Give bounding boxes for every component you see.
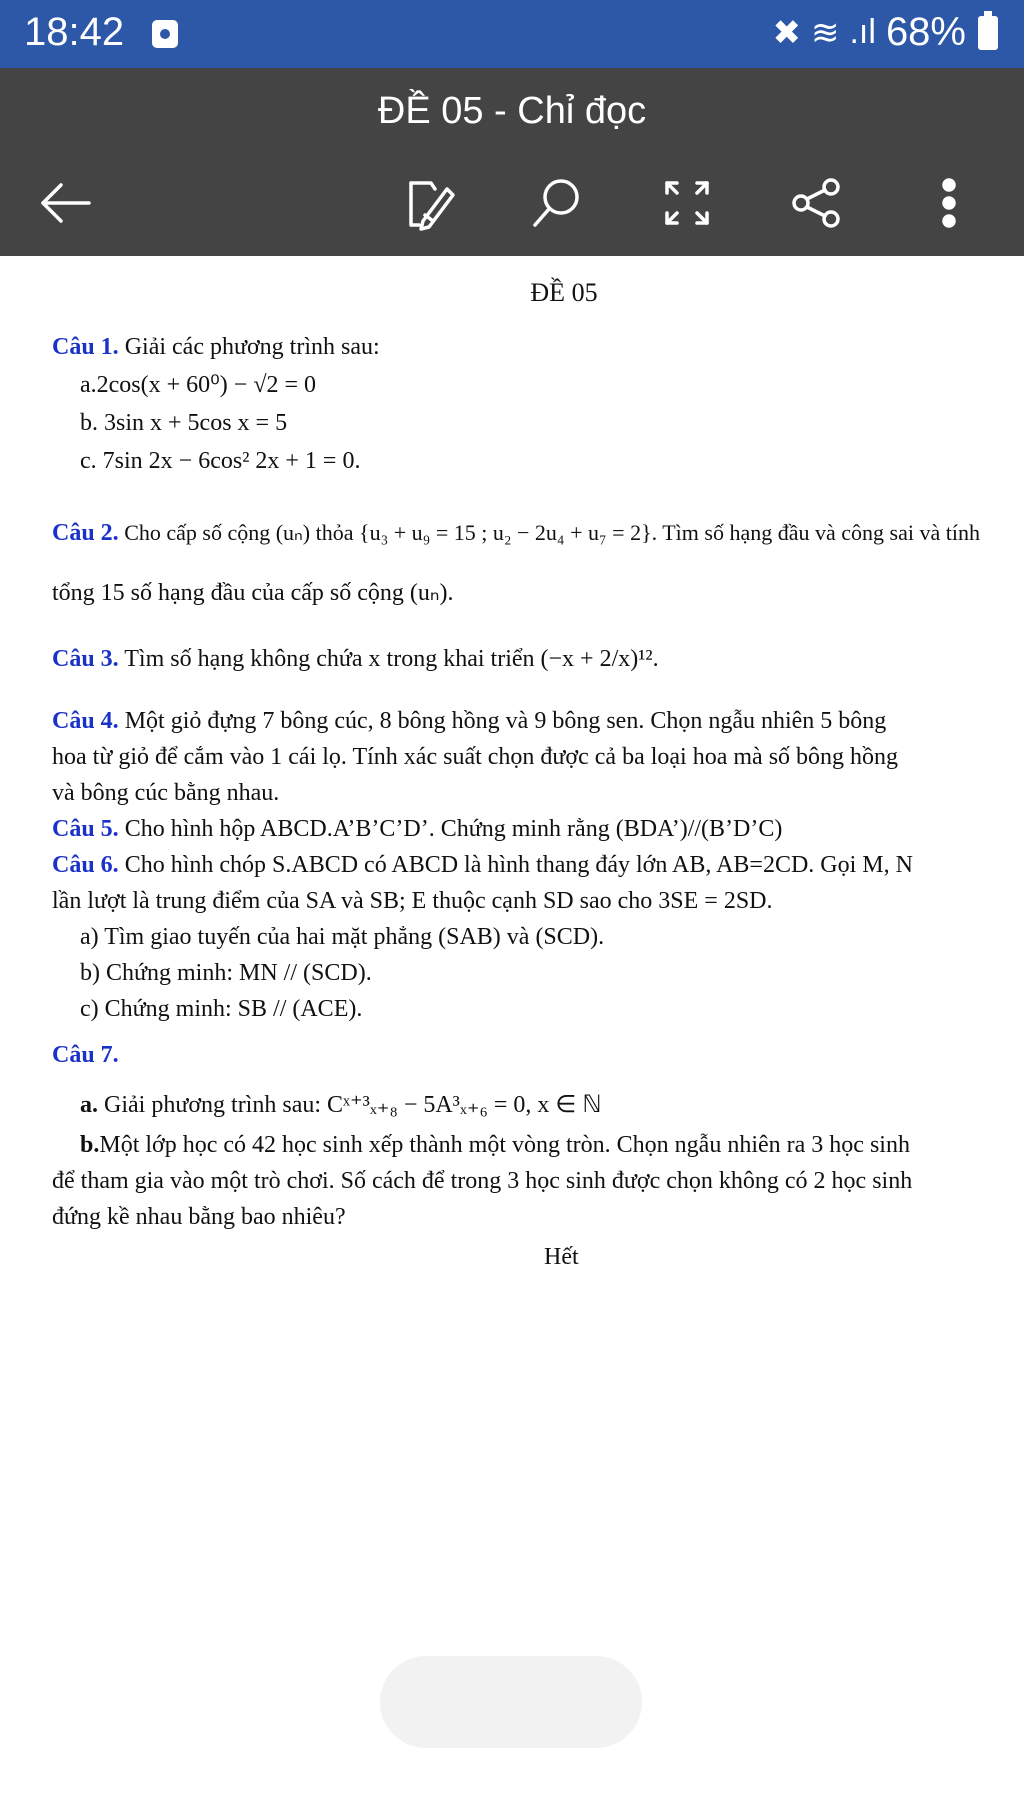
q7-b-text-2: để tham gia vào một trò chơi. Số cách để trong 3 học sinh được chọn không có 2 học sinh xyxy=(52,1168,913,1194)
q6-text: Cho hình chóp S.ABCD có ABCD là hình thang đáy lớn AB, AB=2CD. Gọi M, N xyxy=(118,852,913,878)
q1-c: c. 7sin 2x − 6cos² 2x + 1 = 0. xyxy=(80,448,361,474)
more-icon xyxy=(921,175,977,231)
q7-b xyxy=(80,1128,910,1162)
q5-text: Cho hình hộp ABCD.A’B’C’D’. Chứng minh rằng (BDA’)//(B’D’C) xyxy=(118,816,783,842)
q7-b-text-3: đứng kề nhau bằng bao nhiêu? xyxy=(52,1204,346,1230)
search-icon xyxy=(529,175,585,231)
q4-text-2: hoa từ giỏ để cắm vào 1 cái lọ. Tính xác suất chọn được cả ba loại hoa mà số bông hồng xyxy=(52,744,899,770)
q1-b: b. 3sin x + 5cos x = 5 xyxy=(80,410,288,436)
q7-b-label: b. xyxy=(80,1132,100,1158)
q6-c: c) Chứng minh: SB // (ACE). xyxy=(80,996,363,1022)
q2-label: Câu 2. xyxy=(52,520,119,546)
wifi-icon: ≋ xyxy=(810,13,840,52)
q7-a-label: a. xyxy=(80,1092,98,1118)
q1-a: a.2cos(x + 60⁰) − √2 = 0 xyxy=(80,372,317,398)
q5-label: Câu 5. xyxy=(52,816,119,842)
battery-icon xyxy=(978,16,998,50)
q7-a-text: Giải phương trình sau: Cˣ⁺³ₓ₊₈ − 5A³ₓ₊₆ = 0, x ∈ ℕ xyxy=(98,1092,602,1118)
q2-text-2: tổng 15 số hạng đầu của cấp số cộng (uₙ). xyxy=(52,580,454,606)
q6-line xyxy=(52,848,913,882)
back-icon xyxy=(37,175,93,231)
app-bar xyxy=(0,68,1024,256)
q7-label: Câu 7. xyxy=(52,1042,119,1068)
q6-text-2: lần lượt là trung điểm của SA và SB; E thuộc cạnh SD sao cho 3SE = 2SD. xyxy=(52,888,773,914)
q3-text: Tìm số hạng không chứa x trong khai triển (−x + 2/x)¹². xyxy=(118,646,659,672)
back-button[interactable] xyxy=(30,168,100,238)
signal-icon: .ıl xyxy=(849,13,876,51)
edit-icon xyxy=(401,175,457,231)
q1-line xyxy=(52,330,380,364)
q7-b-text: Một lớp học có 42 học sinh xếp thành một vòng tròn. Chọn ngẫu nhiên ra 3 học sinh xyxy=(99,1132,910,1158)
end-marker: Hết xyxy=(544,1244,579,1270)
edit-button[interactable] xyxy=(394,168,464,238)
fullscreen-button[interactable] xyxy=(652,168,722,238)
q2-line xyxy=(52,516,980,550)
notification-icon xyxy=(152,20,178,48)
fullscreen-icon xyxy=(659,175,715,231)
q2-text: Cho cấp số cộng (uₙ) thỏa {u₃ + u₉ = 15 ; u₂ − 2u₄ + u₇ = 2}. Tìm số hạng đầu và công sai và tính xyxy=(118,520,980,545)
q6-a: a) Tìm giao tuyến của hai mặt phẳng (SAB) và (SCD). xyxy=(80,924,605,950)
q4-text: Một giỏ đựng 7 bông cúc, 8 bông hồng và 9 bông sen. Chọn ngẫu nhiên 5 bông xyxy=(118,708,887,734)
status-bar xyxy=(0,0,1024,68)
q4-line xyxy=(52,704,886,738)
document-title-bar: ĐỀ 05 - Chỉ đọc xyxy=(377,90,647,132)
q7-a xyxy=(80,1088,602,1122)
share-button[interactable] xyxy=(782,168,852,238)
doc-heading: ĐỀ 05 xyxy=(530,278,598,307)
q1-label: Câu 1. xyxy=(52,334,119,360)
q3-line xyxy=(52,642,659,676)
q4-text-3: và bông cúc bằng nhau. xyxy=(52,780,280,806)
mute-icon: ✖ xyxy=(772,13,801,52)
q6-label: Câu 6. xyxy=(52,852,119,878)
q1-text: Giải các phương trình sau: xyxy=(118,334,380,360)
share-icon xyxy=(789,175,845,231)
faded-hint-pill xyxy=(380,1656,642,1748)
status-time: 18:42 xyxy=(24,10,125,54)
status-icons xyxy=(772,10,998,55)
q3-label: Câu 3. xyxy=(52,646,119,672)
q6-b: b) Chứng minh: MN // (SCD). xyxy=(80,960,372,986)
search-button[interactable] xyxy=(522,168,592,238)
q4-label: Câu 4. xyxy=(52,708,119,734)
more-options-button[interactable] xyxy=(914,168,984,238)
battery-percent: 68% xyxy=(885,10,966,54)
document-page[interactable] xyxy=(0,256,1024,1820)
q5-line xyxy=(52,812,782,846)
